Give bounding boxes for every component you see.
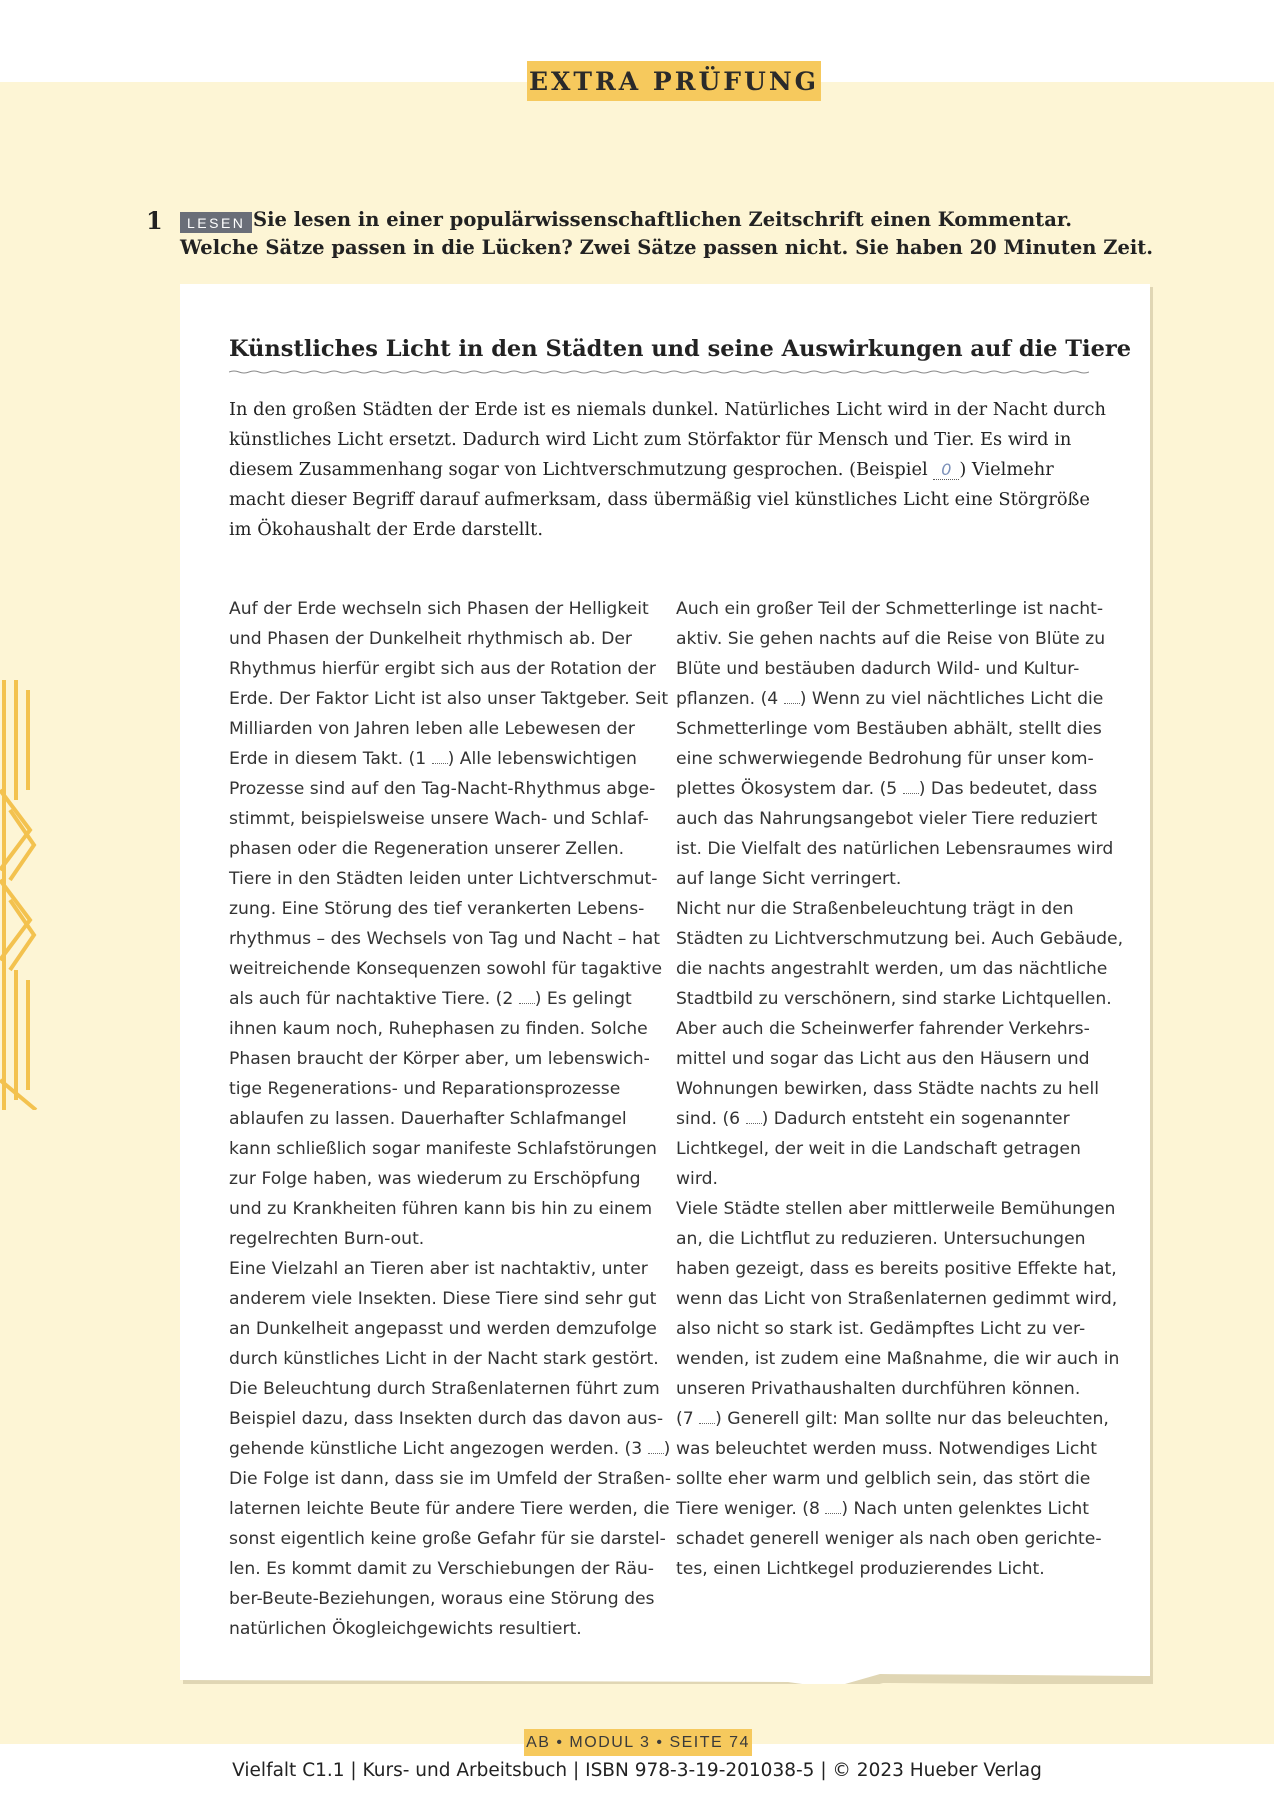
body-line [676, 1254, 1116, 1284]
body-line-text: rhythmus – des Wechsels von Tag und Nacht – hat [229, 929, 661, 949]
body-line [676, 1434, 1116, 1464]
body-line [676, 1524, 1116, 1554]
body-line [229, 1254, 669, 1284]
body-line [229, 1524, 669, 1554]
publisher-credit: Vielfalt C1.1 | Kurs- und Arbeitsbuch | ISBN 978-3-19-201038-5 | © 2023 Hueber Verlag [232, 1760, 1042, 1781]
body-line-text: Nicht nur die Straßenbeleuchtung trägt in den [676, 899, 1074, 919]
body-line-text: kann schließlich sogar manifeste Schlafstörungen [229, 1139, 657, 1159]
body-line [229, 984, 669, 1014]
body-line [229, 1404, 669, 1434]
body-line-text: tige Regenerations- und Reparationsprozesse [229, 1079, 621, 1099]
intro-line: im Ökohaushalt der Erde darstellt. [229, 519, 543, 540]
body-line-text: was beleuchtet werden muss. Notwendiges Licht [676, 1439, 1097, 1459]
body-line-text: wenn das Licht von Straßenlaternen gedimmt wird, [676, 1289, 1118, 1309]
answer-gap[interactable] [648, 1439, 664, 1454]
body-line-text: an Dunkelheit angepasst und werden demzufolge [229, 1319, 657, 1339]
body-line-tail: ) Nach unten gelenktes Licht [841, 1499, 1090, 1519]
body-line-text: laternen leichte Beute für andere Tiere werden, die [229, 1499, 670, 1519]
body-line [676, 744, 1116, 774]
body-line [229, 624, 669, 654]
body-line-text: len. Es kommt damit zu Verschiebungen der Räu- [229, 1559, 654, 1579]
body-line [229, 1314, 669, 1344]
body-line [676, 684, 1116, 714]
body-line-text: stimmt, beispielsweise unsere Wach- und Schlaf- [229, 809, 649, 829]
answer-gap[interactable] [699, 1409, 715, 1424]
body-line [676, 654, 1116, 684]
body-line-text: Beispiel dazu, dass Insekten durch das davon aus- [229, 1409, 664, 1429]
body-line [676, 1404, 1116, 1434]
body-line [676, 834, 1116, 864]
body-line-text: auch das Nahrungsangebot vieler Tiere reduziert [676, 809, 1098, 829]
answer-gap[interactable] [784, 689, 800, 704]
body-line-text: ist. Die Vielfalt des natürlichen Lebensraumes wird [676, 839, 1114, 859]
body-line [229, 1464, 672, 1494]
body-line-text: tes, einen Lichtkegel produzierendes Licht. [676, 1559, 1045, 1579]
intro-line: In den großen Städten der Erde ist es niemals dunkel. Natürliches Licht wird in der Nacht durch [229, 399, 1106, 420]
body-line-text: Blüte und bestäuben dadurch Wild- und Kultur- [676, 659, 1080, 679]
body-line-text: Milliarden von Jahren leben alle Lebewesen der [229, 719, 635, 739]
body-line-text: Prozesse sind auf den Tag-Nacht-Rhythmus abge- [229, 779, 656, 799]
body-line-text: wenden, ist zudem eine Maßnahme, die wir auch in [676, 1349, 1120, 1369]
body-line [229, 1194, 669, 1224]
body-line [229, 1344, 669, 1374]
body-line [676, 1554, 1116, 1584]
body-line-text: regelrechten Burn-out. [229, 1229, 425, 1249]
body-line-tail: ) [663, 1439, 671, 1459]
body-line-text: schadet generell weniger als nach oben gerichte- [676, 1529, 1102, 1549]
body-line-text: als auch für nachtaktive Tiere. (2 [229, 989, 519, 1009]
body-line [229, 924, 669, 954]
body-line-text: zung. Eine Störung des tief verankerten Lebens- [229, 899, 645, 919]
body-line-text: Tiere weniger. (8 [676, 1499, 826, 1519]
body-line-text: Städten zu Lichtverschmutzung bei. Auch Gebäude, [676, 929, 1124, 949]
body-line-text: Wohnungen bewirken, dass Städte nachts zu hell [676, 1079, 1100, 1099]
body-line [676, 1014, 1116, 1044]
body-line-text: ber-Beute-Beziehungen, woraus eine Störung des [229, 1589, 655, 1609]
task-instruction-line1: Sie lesen in einer populärwissenschaftlichen Zeitschrift einen Kommentar. [253, 208, 1073, 231]
body-line-text: zur Folge haben, was wiederum zu Erschöpfung [229, 1169, 641, 1189]
body-line-text: und zu Krankheiten führen kann bis hin zu einem [229, 1199, 653, 1219]
body-line [676, 1464, 1116, 1494]
body-line [676, 864, 1116, 894]
body-line [229, 1044, 669, 1074]
body-line [229, 744, 669, 774]
body-line-text: wird. [676, 1169, 718, 1189]
body-line [229, 954, 669, 984]
body-line-text: auf lange Sicht verringert. [676, 869, 902, 889]
answer-gap[interactable] [825, 1499, 841, 1514]
body-line-text: Schmetterlinge vom Bestäuben abhält, stellt dies [676, 719, 1102, 739]
body-line-text: Aber auch die Scheinwerfer fahrender Verkehrs- [676, 1019, 1090, 1039]
body-line-text: Viele Städte stellen aber mittlerweile Bemühungen [676, 1199, 1116, 1219]
task-number: 1 [146, 206, 163, 235]
answer-gap[interactable] [746, 1109, 762, 1124]
body-line [229, 594, 669, 624]
body-line [229, 1164, 669, 1194]
body-line-text: eine schwerwiegende Bedrohung für unser kom- [676, 749, 1094, 769]
intro-line: macht dieser Begriff darauf aufmerksam, dass übermäßig viel künstliches Licht eine Störgröße [229, 489, 1090, 510]
body-line-text: plettes Ökosystem dar. (5 [676, 779, 903, 799]
answer-gap[interactable] [903, 779, 919, 794]
body-line [229, 1224, 669, 1254]
body-line-text: pflanzen. (4 [676, 689, 784, 709]
body-line [676, 1344, 1120, 1374]
extra-pruefung-label: EXTRA PRÜFUNG [527, 61, 821, 101]
body-line-text: weitreichende Konsequenzen sowohl für tagaktive [229, 959, 663, 979]
body-line [229, 1374, 669, 1404]
body-line [676, 1314, 1116, 1344]
article-intro [229, 395, 1109, 545]
article-title: Künstliches Licht in den Städten und seine Auswirkungen auf die Tiere [229, 336, 1132, 362]
body-line [676, 594, 1116, 624]
body-line-text: ihnen kaum noch, Ruhephasen zu finden. Solche [229, 1019, 648, 1039]
body-line [229, 864, 669, 894]
body-line-text: Die Beleuchtung durch Straßenlaternen führt zum [229, 1379, 660, 1399]
article-right-column [676, 594, 1124, 1584]
skill-badge: LESEN [180, 212, 252, 233]
body-line-text: die nachts angestrahlt werden, um das nächtliche [676, 959, 1108, 979]
body-line-tail: ) Es gelingt [534, 989, 632, 1009]
body-line [229, 654, 669, 684]
body-line-text: aktiv. Sie gehen nachts auf die Reise von Blüte zu [676, 629, 1106, 649]
body-line-text: Erde in diesem Takt. (1 [229, 749, 432, 769]
body-line [229, 774, 669, 804]
body-line [229, 834, 669, 864]
article-left-column [229, 594, 672, 1644]
task-instruction-line2: Welche Sätze passen in die Lücken? Zwei Sätze passen nicht. Sie haben 20 Minuten Zeit. [180, 236, 1154, 259]
decorative-pattern-icon [0, 680, 40, 1110]
body-line-tail: ) Generell gilt: Man sollte nur das beleuchten, [715, 1409, 1109, 1429]
body-line-text: unseren Privathaushalten durchführen können. [676, 1379, 1081, 1399]
body-line [676, 624, 1116, 654]
body-line [229, 894, 669, 924]
body-line-text: sollte eher warm und gelblich sein, das stört die [676, 1469, 1091, 1489]
body-line [229, 684, 669, 714]
body-line-text: und Phasen der Dunkelheit rhythmisch ab. Der [229, 629, 632, 649]
body-line-text: Auch ein großer Teil der Schmetterlinge ist nacht- [676, 599, 1104, 619]
body-line [676, 894, 1116, 924]
body-line-text: Erde. Der Faktor Licht ist also unser Taktgeber. Seit [229, 689, 669, 709]
body-line-tail: ) Wenn zu viel nächtliches Licht die [799, 689, 1104, 709]
body-line [676, 1494, 1116, 1524]
body-line [676, 1164, 1116, 1194]
body-line [676, 774, 1116, 804]
body-line [676, 924, 1124, 954]
body-line-tail: ) Dadurch entsteht ein sogenannter [761, 1109, 1070, 1129]
title-underline [229, 370, 1089, 374]
intro-line [229, 455, 1109, 485]
body-line [676, 1044, 1116, 1074]
body-line [229, 1494, 669, 1524]
body-line [229, 1074, 669, 1104]
answer-gap[interactable] [432, 749, 448, 764]
body-line [676, 1284, 1116, 1314]
body-line [229, 804, 669, 834]
body-line-text: haben gezeigt, dass es bereits positive Effekte hat, [676, 1259, 1117, 1279]
body-line [676, 984, 1116, 1014]
body-line-text: sind. (6 [676, 1109, 746, 1129]
body-line-text: an, die Lichtflut zu reduzieren. Untersuchungen [676, 1229, 1086, 1249]
body-line-text: anderem viele Insekten. Diese Tiere sind sehr gut [229, 1289, 657, 1309]
body-line-text: Eine Vielzahl an Tieren aber ist nachtaktiv, unter [229, 1259, 648, 1279]
body-line-text: phasen oder die Regeneration unserer Zellen. [229, 839, 625, 859]
page-label: AB • MODUL 3 • SEITE 74 [524, 1729, 752, 1756]
body-line [676, 804, 1116, 834]
body-line-text: Rhythmus hierfür ergibt sich aus der Rotation der [229, 659, 656, 679]
body-line-text: natürlichen Ökogleichgewichts resultiert. [229, 1619, 582, 1639]
answer-gap[interactable] [519, 989, 535, 1004]
body-line-text: Tiere in den Städten leiden unter Lichtverschmut- [229, 869, 658, 889]
body-line [229, 1014, 669, 1044]
intro-line: künstliches Licht ersetzt. Dadurch wird Licht zum Störfaktor für Mensch und Tier. Es wird in [229, 429, 1072, 450]
body-line [676, 714, 1116, 744]
body-line-tail: ) Alle lebenswichtigen [447, 749, 637, 769]
body-line-text: gehende künstliche Licht angezogen werden. (3 [229, 1439, 648, 1459]
body-line-text: Die Folge ist dann, dass sie im Umfeld der Straßen- [229, 1469, 672, 1489]
body-line [676, 1134, 1116, 1164]
body-line-text: Phasen braucht der Körper aber, um lebenswich- [229, 1049, 650, 1069]
body-line [229, 1554, 669, 1584]
body-line [676, 1104, 1116, 1134]
body-line [676, 1074, 1116, 1104]
body-line [229, 1584, 669, 1614]
body-line [676, 1194, 1116, 1224]
body-line-text: mittel und sogar das Licht aus den Häusern und [676, 1049, 1090, 1069]
body-line-text: also nicht so stark ist. Gedämpftes Licht zu ver- [676, 1319, 1086, 1339]
body-line [229, 1134, 669, 1164]
body-line [229, 1614, 669, 1644]
intro-line-tail: ) Vielmehr [959, 459, 1054, 480]
body-line [229, 1284, 669, 1314]
body-line-text: ablaufen zu lassen. Dauerhafter Schlafmangel [229, 1109, 627, 1129]
body-line-text: durch künstliches Licht in der Nacht stark gestört. [229, 1349, 659, 1369]
body-line-text: Lichtkegel, der weit in die Landschaft getragen [676, 1139, 1081, 1159]
body-line [229, 714, 669, 744]
body-line [676, 954, 1116, 984]
example-answer: 0 [933, 461, 959, 480]
body-line-text: Stadtbild zu verschönern, sind starke Lichtquellen. [676, 989, 1112, 1009]
intro-line-text: diesem Zusammenhang sogar von Lichtverschmutzung gesprochen. (Beispiel [229, 459, 934, 480]
body-line-tail: ) Das bedeutet, dass [918, 779, 1098, 799]
body-line [229, 1104, 669, 1134]
body-line-text: (7 [676, 1409, 700, 1429]
body-line [676, 1224, 1116, 1254]
body-line-text: Auf der Erde wechseln sich Phasen der Helligkeit [229, 599, 649, 619]
body-line [229, 1434, 669, 1464]
body-line [676, 1374, 1116, 1404]
body-line-text: sonst eigentlich keine große Gefahr für sie darstel- [229, 1529, 666, 1549]
